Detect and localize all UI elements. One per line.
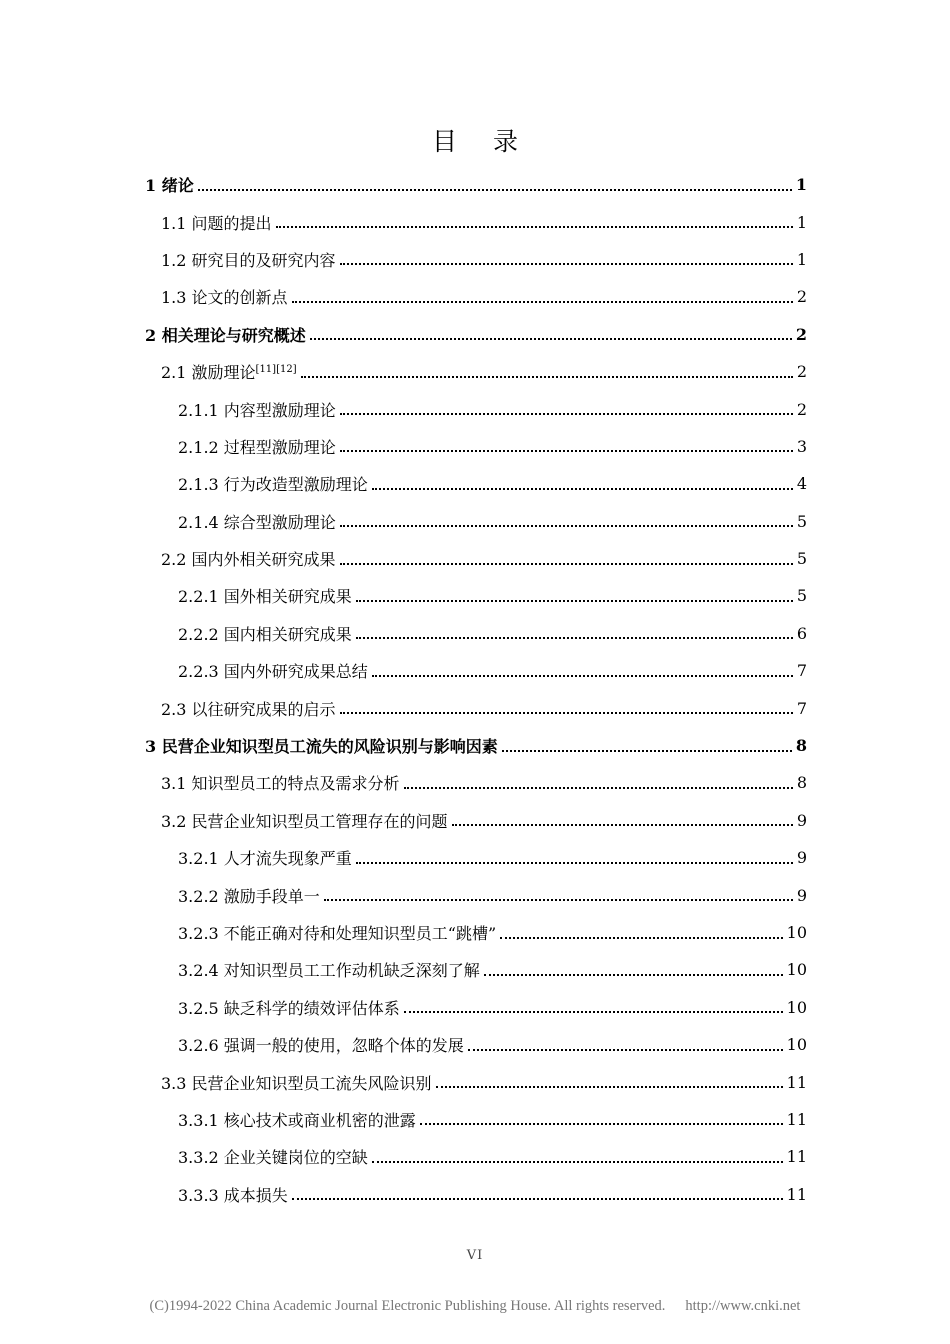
toc-entry-label: [145, 734, 498, 757]
toc-entry-label-text: 1.2 研究目的及研究内容: [161, 250, 336, 270]
toc-title: 目 录: [432, 127, 532, 156]
toc-entry-label: [161, 697, 336, 720]
dot-leader: [502, 750, 792, 752]
toc-entry[interactable]: [145, 241, 807, 278]
toc-entry-label-text: 2.2 国内外相关研究成果: [161, 550, 336, 570]
dot-leader: [310, 338, 792, 340]
dot-leader: [356, 600, 793, 602]
dot-leader: [301, 376, 793, 378]
toc-entry-label: [178, 884, 320, 907]
dot-leader: [372, 675, 793, 677]
dot-leader: [372, 1161, 783, 1163]
dot-leader: [356, 862, 793, 864]
dot-leader: [436, 1086, 783, 1088]
toc-entry-label: [145, 323, 306, 346]
toc-entry-page-number: 8: [796, 773, 807, 793]
toc-entry[interactable]: [145, 278, 807, 315]
citation-superscript: [11][12]: [255, 364, 297, 376]
toc-entry-label: [178, 1033, 464, 1056]
dot-leader: [484, 974, 783, 976]
toc-entry-page-number: 1: [796, 249, 807, 269]
toc-entry[interactable]: [145, 914, 807, 951]
toc-entry-label: [178, 398, 336, 421]
toc-entry-label-text: 2.2.2 国内相关研究成果: [178, 624, 352, 644]
toc-entry-label: [178, 1108, 416, 1131]
toc-entry[interactable]: [145, 390, 807, 427]
toc-entry-label: [178, 472, 368, 495]
dot-leader: [356, 637, 793, 639]
toc-entry-page-number: 2: [796, 399, 807, 419]
toc-entry-label-text: 2.2.3 国内外研究成果总结: [178, 662, 368, 682]
toc-entry[interactable]: [145, 689, 807, 726]
toc-entry-label: [161, 285, 288, 308]
toc-entry-label: [178, 510, 336, 533]
toc-entry-page-number: 11: [786, 1184, 807, 1204]
toc-entry[interactable]: [145, 465, 807, 502]
toc-entry-label: [178, 435, 336, 458]
dot-leader: [340, 263, 793, 265]
toc-entry-page-number: 5: [796, 549, 807, 569]
toc-entry-label-text: 1 绪论: [145, 176, 194, 196]
toc-entry[interactable]: [145, 503, 807, 540]
toc-entry[interactable]: [145, 615, 807, 652]
toc-entry[interactable]: [145, 652, 807, 689]
toc-entry-page-number: 11: [786, 1147, 807, 1167]
toc-entry-label-text: 2.1 激励理论: [161, 363, 256, 383]
toc-entry-label: [178, 846, 352, 869]
toc-entry-page-number: 7: [796, 661, 807, 681]
toc-entry-page-number: 11: [786, 1109, 807, 1129]
toc-entry-page-number: 5: [796, 511, 807, 531]
dot-leader: [340, 525, 793, 527]
dot-leader: [468, 1049, 783, 1051]
toc-entry[interactable]: [145, 1138, 807, 1175]
dot-leader: [324, 899, 793, 901]
toc-entry-page-number: 8: [795, 736, 807, 756]
toc-entry-label-text: 2.1.4 综合型激励理论: [178, 512, 336, 532]
toc-entry-label-text: 3.2.3 不能正确对待和处理知识型员工“跳槽”: [178, 924, 497, 943]
toc-entry-label-text: 3.2.6 强调一般的使用，忽略个体的发展: [178, 1036, 464, 1056]
toc-entry-page-number: 9: [796, 848, 807, 868]
copyright-line: [0, 1298, 950, 1315]
toc-entry[interactable]: [145, 727, 807, 764]
toc-entry-label: [161, 809, 448, 832]
toc-entry[interactable]: [145, 166, 807, 203]
toc-entry-label-text: 2.1.1 内容型激励理论: [178, 400, 336, 420]
dot-leader: [500, 937, 782, 939]
toc-entry-label: [161, 1071, 432, 1094]
toc-entry-label-text: 3.2.5 缺乏科学的绩效评估体系: [178, 998, 400, 1018]
dot-leader: [292, 1198, 783, 1200]
toc-entry-page-number: 11: [786, 1072, 807, 1092]
dot-leader: [198, 189, 792, 191]
toc-entry-label-text: 3.3.1 核心技术或商业机密的泄露: [178, 1110, 416, 1130]
toc-entry-page-number: 10: [786, 923, 807, 942]
copyright-url[interactable]: http://www.cnki.net: [685, 1298, 801, 1314]
toc-entry-page-number: 10: [786, 960, 807, 980]
dot-leader: [404, 787, 793, 789]
toc-entry-label-text: 2.1.3 行为改造型激励理论: [178, 475, 368, 495]
toc-entry-label: [161, 248, 336, 271]
toc-entry-label: [178, 996, 400, 1019]
toc-entry[interactable]: [145, 1176, 807, 1213]
toc-entry-label: [178, 1183, 288, 1206]
toc-entry-label-text: 2.3 以往研究成果的启示: [161, 699, 336, 719]
toc-entry[interactable]: [145, 540, 807, 577]
toc-entry-label: [178, 921, 496, 944]
toc-entry-label: [161, 771, 400, 794]
toc-entry-label: [178, 958, 480, 981]
page-number: VI: [466, 1248, 484, 1263]
toc-entry-page-number: 1: [795, 175, 807, 195]
toc-entry-label-text: 2.1.2 过程型激励理论: [178, 437, 336, 457]
dot-leader: [276, 226, 793, 228]
toc-entry[interactable]: [145, 316, 807, 353]
toc-entry-page-number: 6: [796, 623, 807, 643]
dot-leader: [404, 1011, 783, 1013]
dot-leader: [340, 563, 793, 565]
toc-entry[interactable]: [145, 203, 807, 240]
toc-entry-page-number: 2: [796, 287, 807, 307]
toc-entry-label: [161, 547, 336, 570]
toc-entry-page-number: 2: [796, 362, 807, 382]
toc-entry-label: [161, 211, 272, 234]
toc-entry[interactable]: [145, 951, 807, 988]
toc-entry-label-text: 1.3 论文的创新点: [161, 288, 288, 308]
toc-entry-label-text: 3.3 民营企业知识型员工流失风险识别: [161, 1073, 432, 1093]
toc-entry[interactable]: [145, 577, 807, 614]
dot-leader: [340, 413, 793, 415]
toc-entry-page-number: 3: [796, 436, 807, 456]
toc-entry-label-text: 3.3.2 企业关键岗位的空缺: [178, 1148, 368, 1168]
toc-entry[interactable]: [145, 839, 807, 876]
toc-entry[interactable]: [145, 428, 807, 465]
toc-entry-page-number: 5: [796, 586, 807, 606]
toc-entry-label-text: 3.2.2 激励手段单一: [178, 886, 320, 906]
toc-entry-label-text: 2 相关理论与研究概述: [145, 325, 306, 345]
toc-entry-page-number: 2: [795, 324, 807, 344]
toc-entry-page-number: 9: [796, 885, 807, 905]
toc-entry[interactable]: [145, 1063, 807, 1100]
toc-entry-label-text: 3.2 民营企业知识型员工管理存在的问题: [161, 811, 448, 831]
toc-entry[interactable]: [145, 764, 807, 801]
toc-entry-label-text: 3.2.1 人才流失现象严重: [178, 849, 352, 869]
toc-entry[interactable]: [145, 1101, 807, 1138]
toc-entry-label: [178, 622, 352, 645]
toc-entry[interactable]: [145, 353, 807, 390]
toc-entry-page-number: 10: [786, 997, 807, 1017]
toc-entry-label-text: 1.1 问题的提出: [161, 213, 272, 233]
toc-entry-label-text: 3.3.3 成本损失: [178, 1185, 288, 1205]
dot-leader: [340, 712, 793, 714]
toc-entry-label: [145, 173, 194, 196]
toc-entry-label-text: 3.2.4 对知识型员工工作动机缺乏深刻了解: [178, 961, 480, 981]
toc-entry[interactable]: [145, 802, 807, 839]
toc-entry-label: [178, 659, 368, 682]
copyright-text: (C)1994-2022 China Academic Journal Electronic Publishing House. All rights reserved.: [149, 1298, 666, 1314]
toc-entry[interactable]: [145, 1026, 807, 1063]
toc-entry-label: [178, 584, 352, 607]
toc-entry-label: [178, 1145, 368, 1168]
dot-leader: [292, 301, 793, 303]
toc-entry-page-number: 7: [796, 698, 807, 718]
dot-leader: [420, 1123, 783, 1125]
toc-entry[interactable]: [145, 876, 807, 913]
toc-entry-page-number: 1: [796, 212, 807, 232]
dot-leader: [340, 450, 793, 452]
toc-entry-page-number: 4: [796, 474, 807, 494]
toc-entry[interactable]: [145, 989, 807, 1026]
toc-entry-page-number: 9: [796, 810, 807, 830]
dot-leader: [452, 824, 793, 826]
dot-leader: [372, 488, 793, 490]
toc-entry-label: [161, 360, 297, 383]
toc-entry-page-number: 10: [786, 1035, 807, 1055]
toc-entry-label-text: 3 民营企业知识型员工流失的风险识别与影响因素: [145, 737, 498, 757]
toc-entry-label-text: 3.1 知识型员工的特点及需求分析: [161, 774, 400, 794]
toc-entry-label-text: 2.2.1 国外相关研究成果: [178, 587, 352, 607]
table-of-contents: [145, 166, 807, 1213]
